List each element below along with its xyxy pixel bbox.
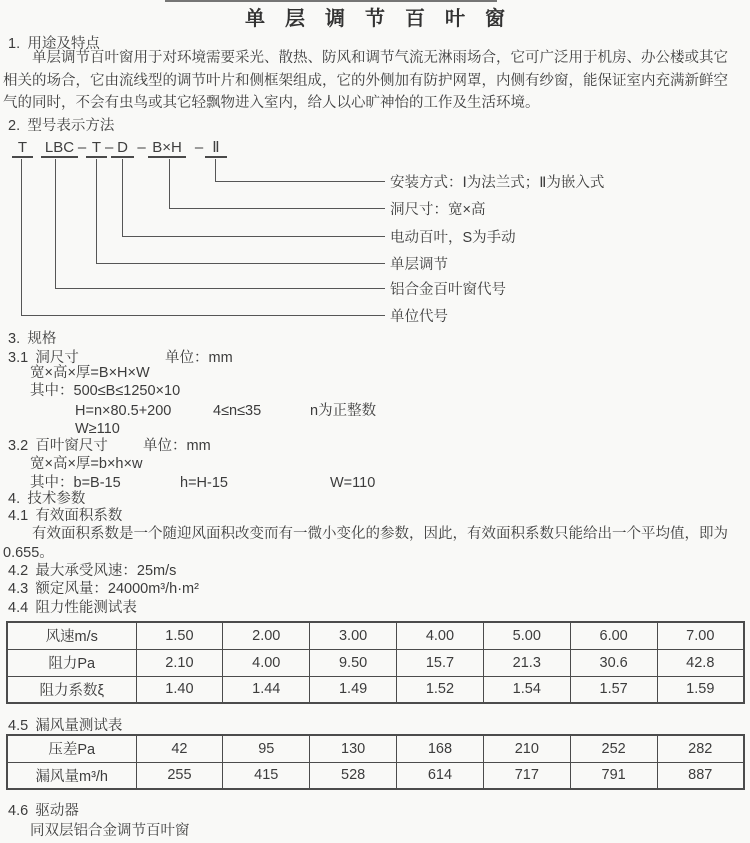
spec-condition: 其中：500≤B≤1250×10: [30, 383, 181, 399]
model-part-louver-code: LBC: [41, 139, 78, 158]
section-4-3-heading: 4.3 额定风量：24000m³/h·m²: [8, 581, 199, 597]
table-cell: 1.49: [310, 676, 397, 703]
row-header-cell: 阻力系数ξ: [7, 676, 136, 703]
model-part-opening-size: B×H: [148, 139, 186, 158]
spec-formula: 宽×高×厚=B×H×W: [30, 365, 150, 381]
table-cell: 21.3: [483, 649, 570, 676]
section-4-1-paragraph-line: 0.655。: [3, 545, 54, 561]
table-cell: 1.57: [570, 676, 657, 703]
section-4-1-paragraph-line: 有效面积系数是一个随迎风面积改变而有一微小变化的参数，因此，有效面积系数只能给出一个平均值，即为: [32, 526, 728, 542]
connector-line: [96, 263, 385, 264]
table-cell: 282: [657, 735, 744, 762]
spec-condition: n为正整数: [310, 403, 377, 419]
table-row: [7, 735, 744, 762]
table-cell: 791: [570, 762, 657, 789]
model-label-single-layer: 单层调节: [390, 257, 448, 273]
section-2-heading: 2. 型号表示方法: [8, 118, 115, 134]
section-1-paragraph-line: 相关的场合，它由流线型的调节叶片和侧框架组成，它的外侧加有防护网罩，内侧有纱窗，能保证室内充满新鲜空: [3, 73, 728, 89]
table-cell: 2.00: [223, 622, 310, 649]
row-header-cell: 压差Pa: [7, 735, 136, 762]
table-cell: 614: [397, 762, 484, 789]
model-part-drive: D: [111, 139, 134, 158]
spec-condition: H=n×80.5+200: [75, 403, 172, 419]
table-cell: 7.00: [657, 622, 744, 649]
table-cell: 1.50: [136, 622, 223, 649]
table-cell: 528: [310, 762, 397, 789]
table-cell: 9.50: [310, 649, 397, 676]
table-cell: 130: [310, 735, 397, 762]
table-cell: 1.59: [657, 676, 744, 703]
section-4-6-note: 同双层铝合金调节百叶窗: [30, 823, 190, 839]
table-row: [7, 622, 744, 649]
connector-line: [55, 288, 385, 289]
section-1-paragraph-line: 单层调节百叶窗用于对环境需要采光、散热、防风和调节气流无淋雨场合，它可广泛用于机房、办公楼或其它: [32, 50, 728, 66]
table-cell: 252: [570, 735, 657, 762]
connector-line: [21, 159, 22, 315]
spec-condition: 4≤n≤35: [213, 403, 262, 419]
model-code-diagram: [0, 139, 750, 334]
connector-line: [21, 315, 385, 316]
table-row: [7, 762, 744, 789]
table-cell: 42.8: [657, 649, 744, 676]
connector-line: [96, 159, 97, 263]
connector-line: [122, 236, 385, 237]
connector-line: [215, 181, 385, 182]
section-4-heading: 4. 技术参数: [8, 491, 86, 507]
table-cell: 5.00: [483, 622, 570, 649]
model-label-opening-size: 洞尺寸：宽×高: [390, 202, 486, 218]
section-3-2-heading: 3.2 百叶窗尺寸: [8, 438, 108, 454]
section-4-4-heading: 4.4 阻力性能测试表: [8, 600, 137, 616]
model-label-mount-type: 安装方式：Ⅰ为法兰式；Ⅱ为嵌入式: [390, 175, 605, 191]
section-4-6-heading: 4.6 驱动器: [8, 803, 79, 819]
model-dash: –: [194, 139, 204, 156]
table-cell: 1.40: [136, 676, 223, 703]
section-3-2-unit: 单位：mm: [143, 438, 211, 454]
table-cell: 3.00: [310, 622, 397, 649]
table-cell: 415: [223, 762, 310, 789]
connector-line: [215, 159, 216, 181]
row-header-cell: 阻力Pa: [7, 649, 136, 676]
spec-condition: W=110: [330, 475, 376, 491]
row-header-cell: 风速m/s: [7, 622, 136, 649]
table-cell: 15.7: [397, 649, 484, 676]
table-cell: 4.00: [397, 622, 484, 649]
page-title: 单层调节百叶窗: [245, 8, 525, 30]
table-cell: 255: [136, 762, 223, 789]
table-cell: 1.52: [397, 676, 484, 703]
section-4-5-heading: 4.5 漏风量测试表: [8, 718, 123, 734]
table-cell: 95: [223, 735, 310, 762]
model-label-unit-code: 单位代号: [390, 309, 448, 325]
table-cell: 210: [483, 735, 570, 762]
table-cell: 6.00: [570, 622, 657, 649]
spec-formula: 宽×高×厚=b×h×w: [30, 456, 143, 472]
section-3-1-unit: 单位：mm: [165, 350, 233, 366]
table-cell: 887: [657, 762, 744, 789]
spec-condition: W≥110: [75, 421, 120, 437]
spec-condition: h=H-15: [180, 475, 228, 491]
spec-condition: 其中：b=B-15: [30, 475, 121, 491]
resistance-table: [6, 621, 745, 704]
model-part-mount-type: Ⅱ: [205, 139, 227, 158]
table-cell: 30.6: [570, 649, 657, 676]
model-part-unit-code: T: [12, 139, 33, 158]
section-1-paragraph-line: 气的同时，不会有虫鸟或其它轻飘物进入室内，给人以心旷神怡的工作及生活环境。: [3, 95, 540, 111]
section-4-1-heading: 4.1 有效面积系数: [8, 508, 123, 524]
table-cell: 1.54: [483, 676, 570, 703]
model-part-single-layer: T: [86, 139, 107, 158]
table-cell: 2.10: [136, 649, 223, 676]
model-label-louver-code: 铝合金百叶窗代号: [390, 282, 506, 298]
table-cell: 42: [136, 735, 223, 762]
model-dash: –: [105, 139, 114, 156]
model-dash: –: [77, 139, 87, 156]
table-cell: 168: [397, 735, 484, 762]
leakage-table: [6, 734, 745, 790]
table-cell: 1.44: [223, 676, 310, 703]
section-3-1-heading: 3.1 洞尺寸: [8, 350, 79, 366]
row-header-cell: 漏风量m³/h: [7, 762, 136, 789]
table-cell: 4.00: [223, 649, 310, 676]
section-3-heading: 3. 规格: [8, 331, 57, 347]
connector-line: [122, 159, 123, 236]
section-1-heading: 1. 用途及特点: [8, 36, 100, 52]
section-4-2-heading: 4.2 最大承受风速：25m/s: [8, 563, 177, 579]
table-row: [7, 649, 744, 676]
model-dash: –: [137, 139, 146, 156]
connector-line: [169, 159, 170, 208]
model-label-drive: 电动百叶，S为手动: [390, 230, 516, 246]
connector-line: [169, 208, 385, 209]
table-cell: 717: [483, 762, 570, 789]
table-row: [7, 676, 744, 703]
connector-line: [55, 159, 56, 288]
